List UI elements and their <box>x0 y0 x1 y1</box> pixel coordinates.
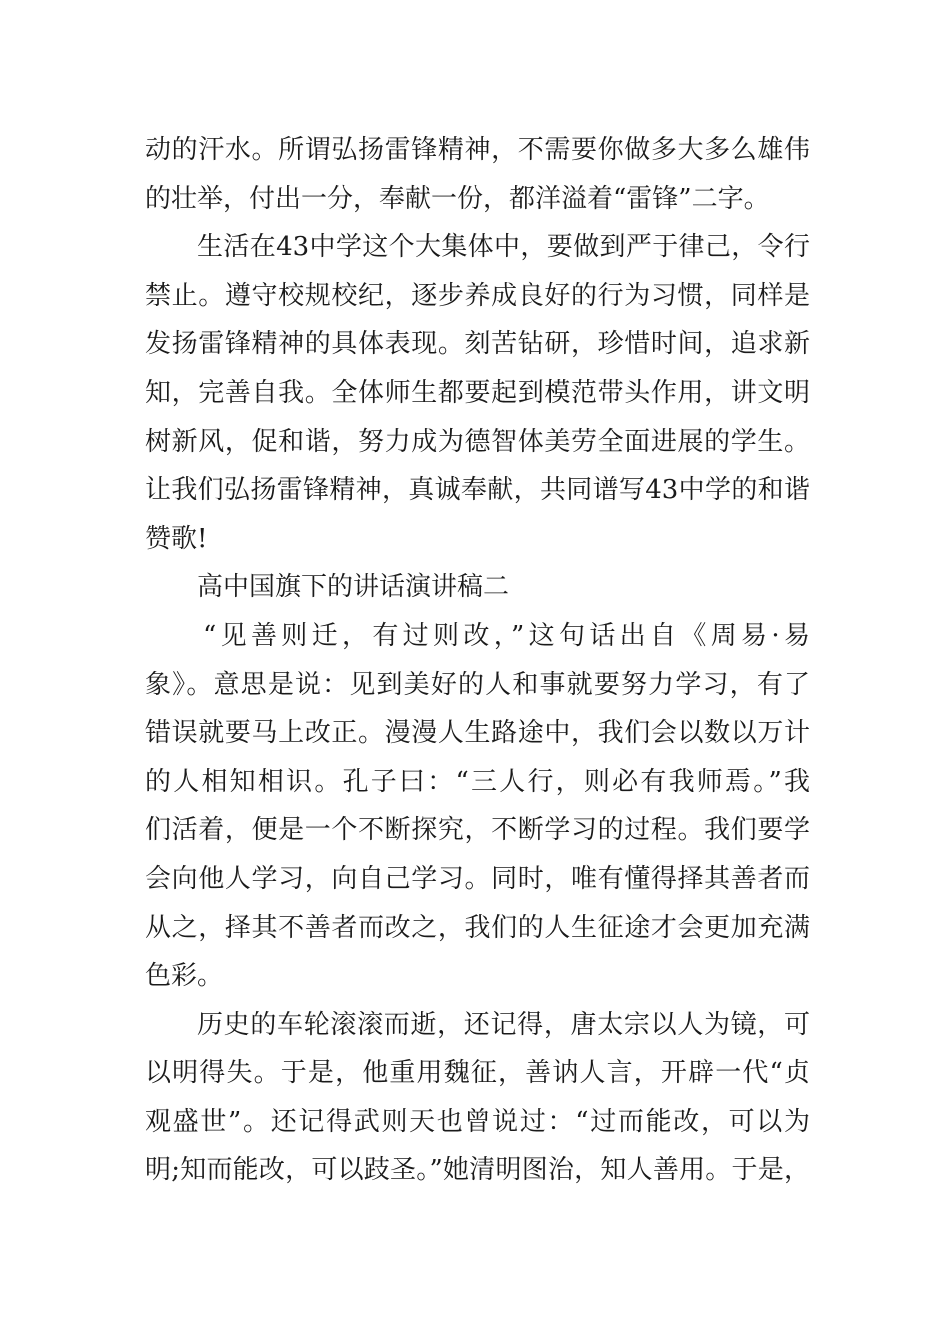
text-line: 从之，择其不善者而改之，我们的人生征途才会更加充满 <box>145 912 810 943</box>
text-line: 高中国旗下的讲话演讲稿二 <box>197 572 510 603</box>
text-line: 以明得失。于是，他重用魏征，善讷人言，开辟一代“贞 <box>145 1058 810 1089</box>
text-line: 赞歌! <box>145 523 208 554</box>
text-line: 观盛世”。还记得武则天也曾说过：“过而能改，可以为 <box>145 1106 810 1137</box>
text-line: 明;知而能改，可以跂圣。”她清明图治，知人善用。于是， <box>145 1155 810 1186</box>
text-line: 知，完善自我。全体师生都要起到模范带头作用，讲文明 <box>145 377 810 408</box>
text-line: 错误就要马上改正。漫漫人生路途中，我们会以数以万计 <box>145 718 810 749</box>
text-line: 色彩。 <box>145 961 224 992</box>
text-line: 禁止。遵守校规校纪，逐步养成良好的行为习惯，同样是 <box>145 280 810 311</box>
text-line: 象》。意思是说：见到美好的人和事就要努力学习，有了 <box>145 669 810 700</box>
text-line: 动的汗水。所谓弘扬雷锋精神，不需要你做多大多么雄伟 <box>145 135 810 165</box>
text-line: 会向他人学习，向自己学习。同时，唯有懂得择其善者而 <box>145 863 810 894</box>
text-line: 历史的车轮滚滚而逝，还记得，唐太宗以人为镜，可 <box>197 1009 810 1040</box>
text-line: 们活着，便是一个不断探究，不断学习的过程。我们要学 <box>145 815 810 846</box>
body-text <box>145 126 810 1195</box>
text-line: “见善则迁，有过则改，”这句话出自《周易·易 <box>203 620 810 651</box>
text-line: 树新风，促和谐，努力成为德智体美劳全面进展的学生。 <box>145 426 810 457</box>
text-line: 的人相知相识。孔子曰：“三人行，则必有我师焉。”我 <box>145 766 810 797</box>
text-line: 的壮举，付出一分，奉献一份，都洋溢着“雷锋”二字。 <box>145 183 770 214</box>
text-line: 让我们弘扬雷锋精神，真诚奉献，共同谱写43中学的和谐 <box>145 475 810 506</box>
text-line: 发扬雷锋精神的具体表现。刻苦钻研，珍惜时间，追求新 <box>145 329 810 360</box>
text-line: 生活在43中学这个大集体中，要做到严于律己，令行 <box>197 232 810 263</box>
